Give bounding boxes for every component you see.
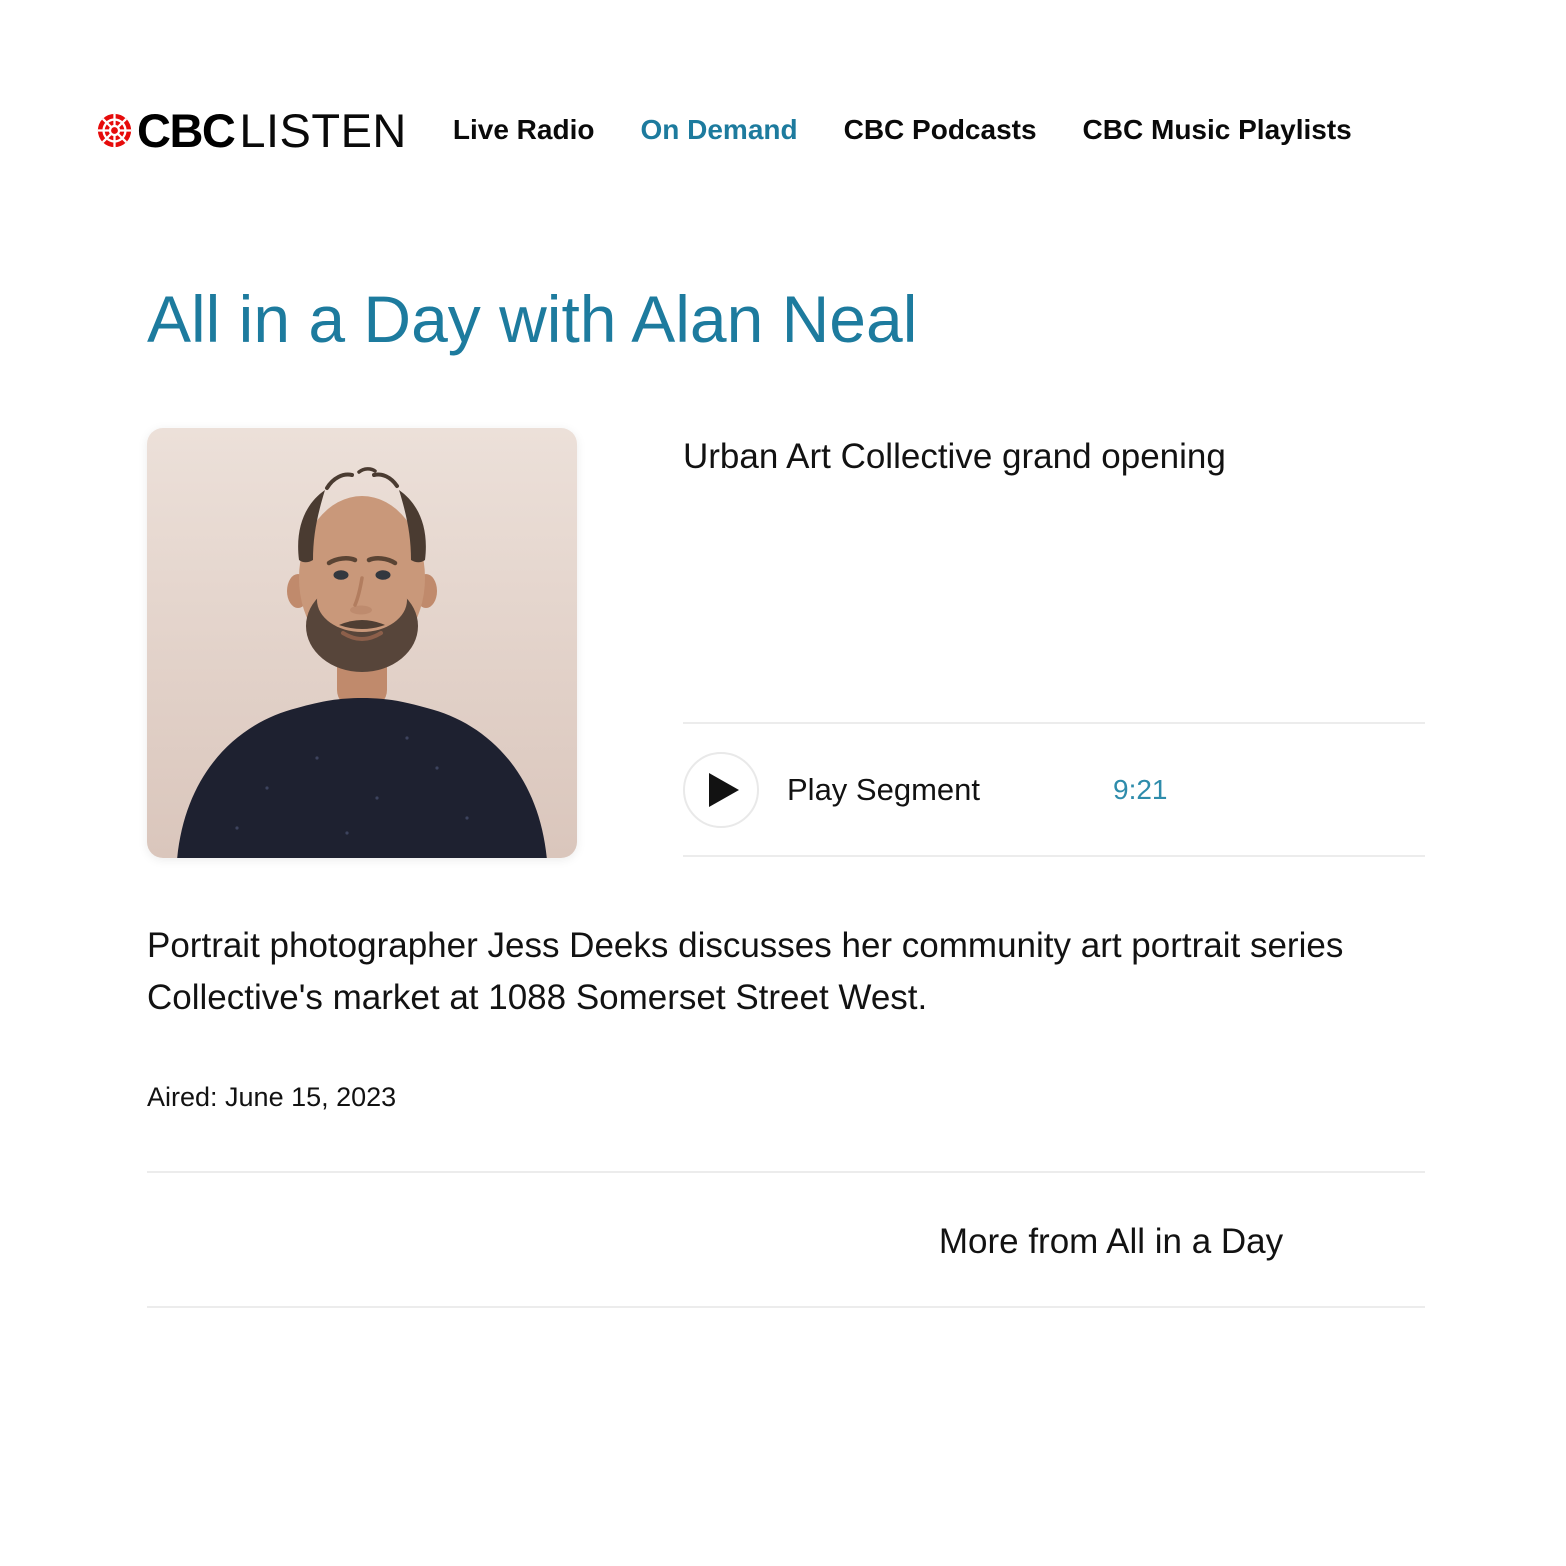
cbc-listen-logo[interactable] xyxy=(97,103,407,158)
header xyxy=(97,103,1352,157)
nav-cbc-podcasts[interactable]: CBC Podcasts xyxy=(843,114,1037,145)
description-line-1: Portrait photographer Jess Deeks discusses her community art portrait series xyxy=(147,926,1344,965)
brand-cbc-text: CBC xyxy=(137,103,235,157)
cbc-gem-icon xyxy=(97,113,132,148)
nav-cbc-music-playlists[interactable]: CBC Music Playlists xyxy=(1082,114,1352,145)
page-title: All in a Day with Alan Neal xyxy=(147,282,918,356)
description-line-2: Collective's market at 1088 Somerset Street West. xyxy=(147,978,928,1017)
more-from-show-heading: More from All in a Day xyxy=(938,1222,1284,1261)
segment-description xyxy=(147,920,1343,1024)
brand-listen-text: LISTEN xyxy=(239,103,407,157)
play-segment-label: Play Segment xyxy=(787,771,980,807)
nav-live-radio[interactable]: Live Radio xyxy=(452,114,595,145)
segment-duration: 9:21 xyxy=(1113,773,1168,805)
divider-bottom xyxy=(147,1306,1425,1308)
play-icon xyxy=(703,773,739,807)
play-segment-row xyxy=(683,722,1425,857)
main-nav xyxy=(453,114,1352,146)
segment-title: Urban Art Collective grand opening xyxy=(683,437,1226,476)
host-photo xyxy=(147,428,577,858)
aired-date: Aired: June 15, 2023 xyxy=(147,1082,397,1112)
divider-top xyxy=(147,1171,1425,1173)
nav-on-demand[interactable]: On Demand xyxy=(640,114,798,145)
play-button[interactable] xyxy=(683,752,759,828)
